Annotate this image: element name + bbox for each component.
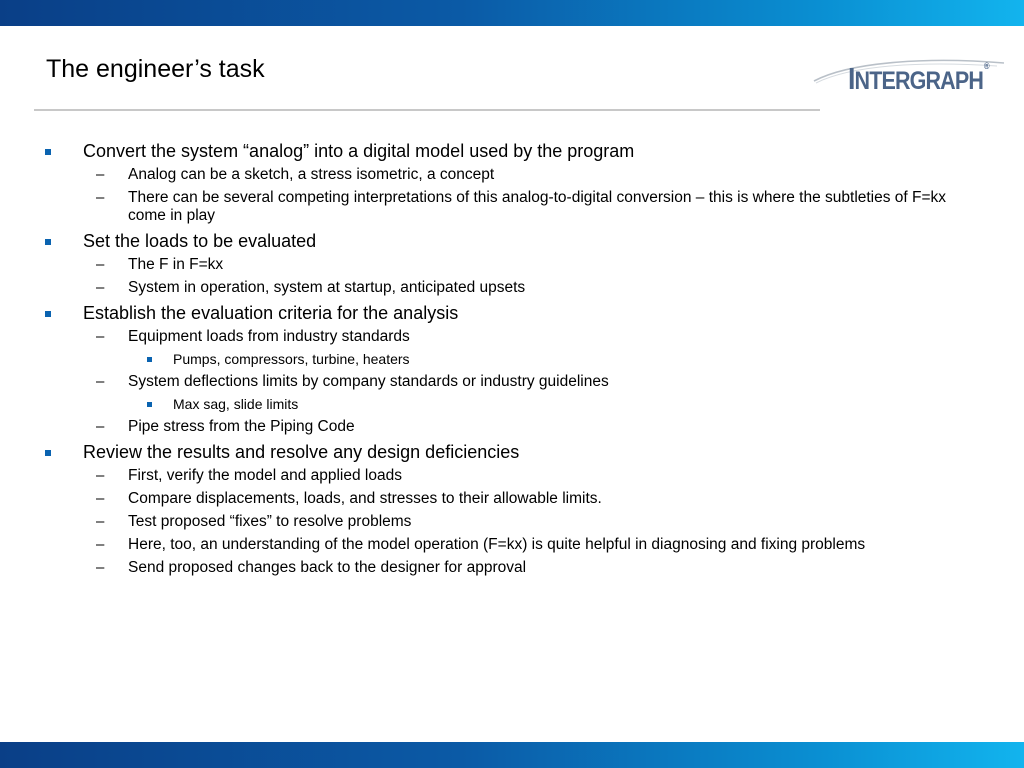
- square-bullet-icon: [45, 311, 51, 317]
- logo-wordmark: [848, 61, 989, 97]
- dash-bullet-icon: –: [96, 166, 105, 183]
- list-item: [83, 328, 975, 368]
- bullet-list: [45, 140, 975, 577]
- logo-first-letter: I: [848, 61, 855, 96]
- section-2-text: Set the loads to be evaluated: [83, 231, 317, 251]
- dash-bullet-icon: –: [96, 279, 105, 296]
- item-text: System in operation, system at startup, anticipated upsets: [128, 279, 526, 296]
- top-banner: [0, 0, 1024, 26]
- item-text: First, verify the model and applied loads: [128, 467, 402, 484]
- list-item: [83, 559, 975, 577]
- section-2: [45, 230, 975, 297]
- item-text: Send proposed changes back to the designer for approval: [128, 559, 527, 576]
- item-text: Analog can be a sketch, a stress isometric, a concept: [128, 166, 495, 183]
- item-text: Max sag, slide limits: [173, 396, 299, 412]
- item-text: Pumps, compressors, turbine, heaters: [173, 351, 410, 367]
- dash-bullet-icon: –: [96, 256, 105, 273]
- list-item: [83, 256, 975, 274]
- item-text: Pipe stress from the Piping Code: [128, 418, 355, 435]
- logo-rest: NTERGRAPH: [854, 67, 983, 95]
- square-bullet-icon: [45, 450, 51, 456]
- dash-bullet-icon: –: [96, 490, 105, 507]
- list-item: [83, 189, 975, 225]
- list-item: [83, 490, 975, 508]
- section-1-text: Convert the system “analog” into a digital model used by the program: [83, 141, 635, 161]
- logo-registered-mark: ®: [983, 61, 989, 71]
- small-square-bullet-icon: [147, 402, 152, 407]
- dash-bullet-icon: –: [96, 536, 105, 553]
- slide-title: The engineer’s task: [46, 55, 265, 83]
- list-item: [83, 513, 975, 531]
- item-text: Here, too, an understanding of the model operation (F=kx) is quite helpful in diagnosing and fixing problems: [128, 536, 866, 553]
- list-item: [83, 373, 975, 413]
- list-item: [83, 536, 975, 554]
- item-text: The F in F=kx: [128, 256, 224, 273]
- list-item: [83, 166, 975, 184]
- list-item: [83, 467, 975, 485]
- dash-bullet-icon: –: [96, 467, 105, 484]
- list-item: [83, 279, 975, 297]
- item-text: Compare displacements, loads, and stresses to their allowable limits.: [128, 490, 602, 507]
- dash-bullet-icon: –: [96, 513, 105, 530]
- dash-bullet-icon: –: [96, 189, 105, 206]
- bottom-banner: [0, 742, 1024, 768]
- dash-bullet-icon: –: [96, 418, 105, 435]
- dash-bullet-icon: –: [96, 373, 105, 390]
- item-text: Test proposed “fixes” to resolve problems: [128, 513, 412, 530]
- item-text: Equipment loads from industry standards: [128, 328, 410, 345]
- square-bullet-icon: [45, 149, 51, 155]
- section-4: [45, 441, 975, 577]
- section-1: [45, 140, 975, 225]
- title-divider: [34, 109, 820, 111]
- intergraph-logo: [812, 55, 1006, 97]
- list-item: [128, 351, 975, 368]
- section-3: [45, 302, 975, 436]
- section-3-text: Establish the evaluation criteria for the analysis: [83, 303, 459, 323]
- item-text: There can be several competing interpretations of this analog-to-digital conversion – this is where the subtleties of F=kx come in play: [128, 189, 947, 224]
- dash-bullet-icon: –: [96, 559, 105, 576]
- list-item: [128, 396, 975, 413]
- dash-bullet-icon: –: [96, 328, 105, 345]
- list-item: [83, 418, 975, 436]
- small-square-bullet-icon: [147, 357, 152, 362]
- square-bullet-icon: [45, 239, 51, 245]
- item-text: System deflections limits by company standards or industry guidelines: [128, 373, 609, 390]
- section-4-text: Review the results and resolve any design deficiencies: [83, 442, 520, 462]
